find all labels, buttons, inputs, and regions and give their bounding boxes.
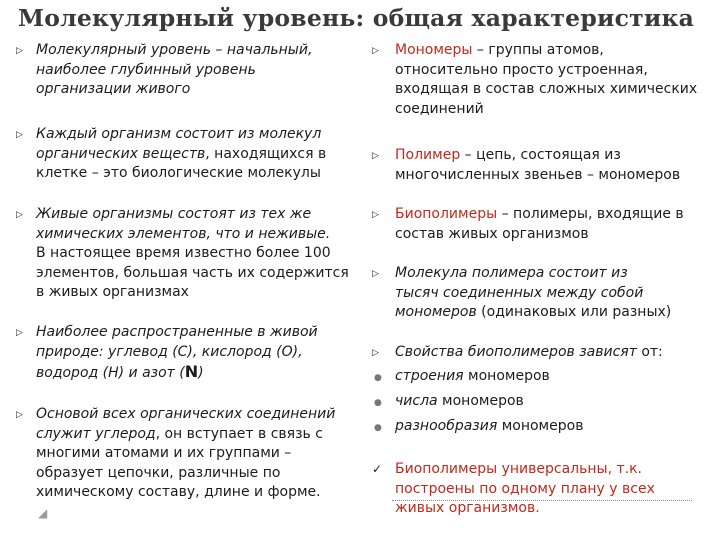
text-line: Молекула полимера состоит из: [395, 265, 628, 281]
italic-phrase: органических веществ: [36, 145, 206, 162]
left-para-2: [36, 125, 326, 184]
text-line: клетке – это биологические молекулы: [36, 165, 321, 181]
text-line: [36, 362, 318, 384]
text-fragment: водород (Н) и азот (: [36, 365, 185, 381]
triangle-bullet-icon: ▷: [372, 151, 379, 161]
italic-phrase: служит углерод: [36, 425, 156, 442]
text-fragment: мономеров: [497, 418, 584, 434]
sub-item-number: [395, 392, 524, 412]
text-line: [395, 146, 680, 166]
left-para-3: [36, 205, 349, 303]
term-polymer: Полимер: [395, 147, 461, 163]
text-line: [395, 205, 684, 225]
text-line: в живых организмах: [36, 284, 189, 300]
divider-line: [392, 500, 692, 501]
text-line: Биополимеры универсальны, т.к.: [395, 461, 642, 477]
text-fragment: от:: [636, 344, 663, 360]
text-line: построены по одному плану у всех: [395, 480, 655, 497]
right-para-monomers: [395, 41, 697, 119]
text-line: [395, 343, 663, 363]
dot-bullet-icon: ●: [374, 398, 382, 408]
text-fragment: , он вступает в связь с: [155, 425, 323, 442]
triangle-bullet-icon: ▷: [372, 210, 379, 220]
text-line: Каждый организм состоит из молекул: [36, 126, 322, 142]
text-line: живых организмов.: [395, 500, 540, 516]
text-line: Основой всех органических соединений: [36, 406, 336, 422]
text-line: [395, 303, 671, 323]
term-monomers: Мономеры: [395, 42, 473, 58]
right-para-properties: [395, 343, 663, 363]
text-line: элементов, большая часть их содержится: [36, 264, 349, 281]
text-line: Молекулярный уровень – начальный,: [36, 42, 313, 58]
text-line: тысяч соединенных между собой: [395, 284, 644, 301]
text-line: организации живого: [36, 81, 191, 97]
text-line: наиболее глубинный уровень: [36, 61, 256, 78]
triangle-bullet-icon: ▷: [372, 348, 379, 358]
dot-bullet-icon: ●: [374, 423, 382, 433]
dot-bullet-icon: ●: [374, 373, 382, 383]
term-biopolymers: Биополимеры: [395, 206, 498, 222]
text-fragment: – полимеры, входящие в: [497, 206, 684, 222]
text-line: Наиболее распространенные в живой: [36, 324, 318, 340]
sub-item-structure: [395, 367, 550, 387]
triangle-bullet-icon: ▷: [16, 130, 23, 140]
text-fragment: мономеров: [463, 368, 550, 384]
triangle-bullet-icon: ▷: [16, 210, 23, 220]
sub-item-variety: [395, 417, 583, 437]
triangle-bullet-icon: ▷: [16, 46, 23, 56]
text-fragment: мономеров: [437, 393, 524, 409]
italic-phrase: мономеров: [395, 304, 477, 320]
italic-phrase: разнообразия: [395, 418, 498, 434]
right-para-polymer: [395, 146, 680, 185]
triangle-bullet-icon: ▷: [372, 269, 379, 279]
text-fragment: , находящихся в: [205, 145, 327, 162]
text-line: [395, 41, 697, 61]
right-para-molecule: [395, 264, 671, 323]
text-line: [36, 145, 326, 165]
text-line: химических элементов, что и неживые.: [36, 225, 331, 242]
italic-phrase: числа: [395, 393, 438, 409]
nitrogen-symbol: N: [184, 362, 199, 381]
italic-phrase: Свойства биополимеров зависят: [395, 344, 637, 360]
text-fragment: – цепь, состоящая из: [460, 147, 621, 163]
left-para-1: [36, 41, 312, 100]
right-para-universal: [395, 460, 655, 519]
text-line: многими атомами и их группами –: [36, 445, 292, 461]
triangle-bullet-icon: ▷: [16, 328, 23, 338]
triangle-bullet-icon: ▷: [372, 46, 379, 56]
text-line: Живые организмы состоят из тех же: [36, 206, 312, 222]
italic-phrase: строения: [395, 368, 464, 384]
text-line: природе: углевод (С), кислород (О),: [36, 343, 303, 360]
left-para-5: [36, 405, 335, 503]
page-title: Молекулярный уровень: общая характеристика: [18, 4, 695, 32]
text-line: входящая в состав сложных химических: [395, 81, 698, 97]
text-fragment: – группы атомов,: [472, 42, 604, 58]
checkmark-bullet-icon: ✓: [372, 462, 383, 476]
text-line: многочисленных звеньев – мономеров: [395, 166, 681, 183]
text-line: В настоящее время известно более 100: [36, 245, 331, 261]
right-para-biopolymers: [395, 205, 684, 244]
corner-mark-icon: ◢: [38, 506, 48, 520]
triangle-bullet-icon: ▷: [16, 410, 23, 420]
left-para-4: [36, 323, 318, 384]
text-fragment: (одинаковых или разных): [476, 304, 672, 320]
text-fragment: ): [198, 365, 204, 381]
text-line: относительно просто устроенная,: [395, 61, 648, 78]
text-line: соединений: [395, 100, 484, 117]
text-line: [36, 425, 335, 445]
text-line: химическому составу, длине и форме.: [36, 484, 321, 500]
text-line: состав живых организмов: [395, 225, 589, 242]
text-line: образует цепочки, различные по: [36, 464, 281, 481]
